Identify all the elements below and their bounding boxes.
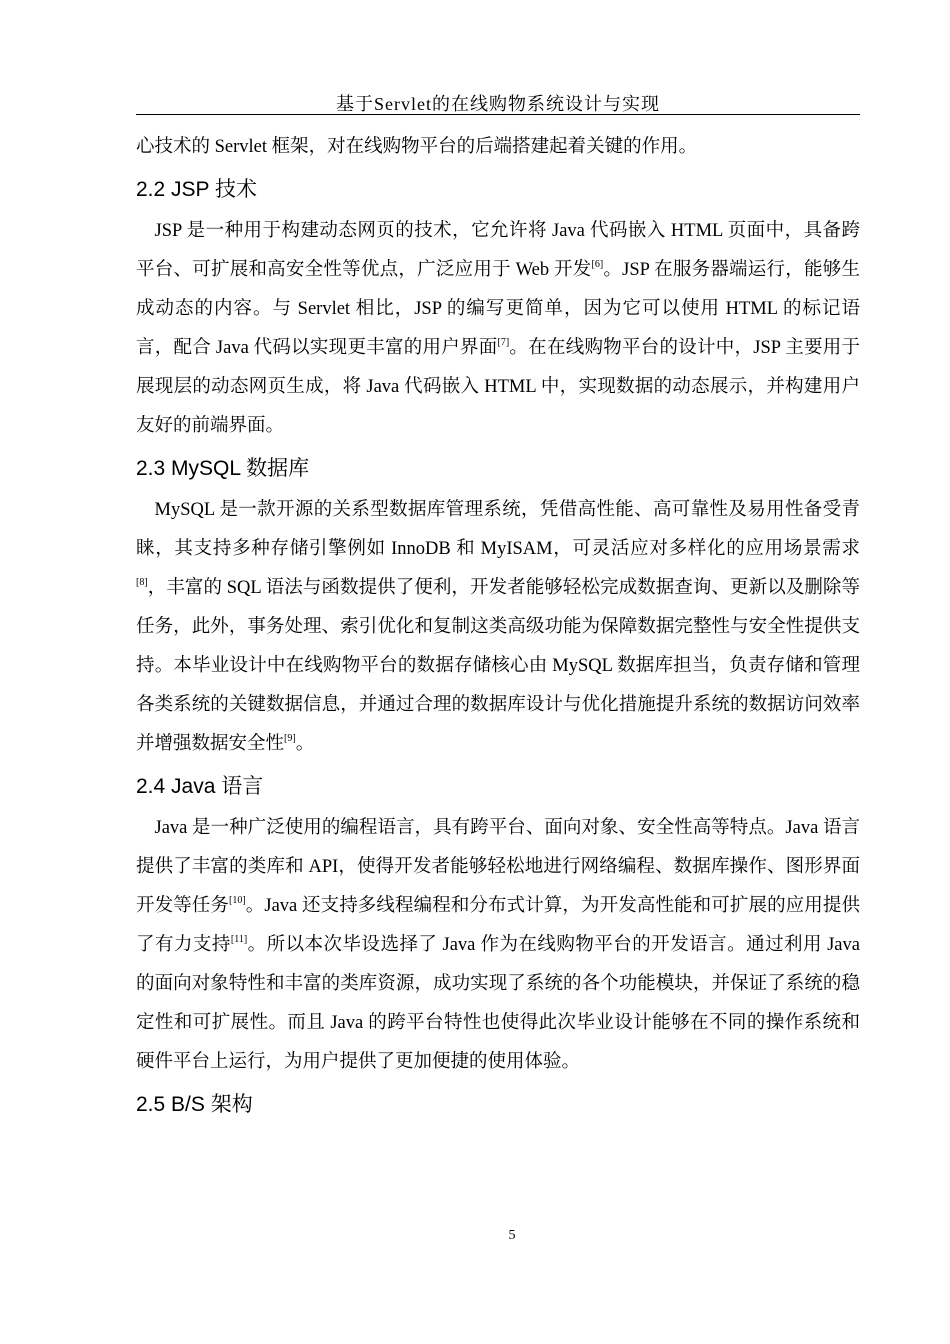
section-paragraph bbox=[136, 809, 860, 1082]
citation-ref: [10] bbox=[229, 895, 246, 906]
page-content bbox=[136, 128, 860, 1127]
section-heading: 2.4 Java 语言 bbox=[136, 775, 264, 798]
citation-ref: [9] bbox=[284, 733, 296, 744]
citation-ref: [11] bbox=[230, 934, 248, 945]
header-rule bbox=[136, 114, 860, 115]
continuation-paragraph: 心技术的 Servlet 框架，对在线购物平台的后端搭建起着关键的作用。 bbox=[136, 137, 698, 157]
section-heading: 2.3 MySQL 数据库 bbox=[136, 457, 310, 480]
page-number: 5 bbox=[508, 1228, 516, 1243]
running-header: 基于Servlet的在线购物系统设计与实现 bbox=[336, 94, 660, 114]
text-run: JSP 是一种用于构建动态网页的技术，它允许将 Java 代码嵌入 HTML 页面中，具备跨平台、可扩展和高安全性等优点，广泛应用于 Web 开发 bbox=[136, 221, 860, 280]
sections-container bbox=[136, 167, 860, 1127]
text-run: ，丰富的 SQL 语法与函数提供了便利，开发者能够轻松完成数据查询、更新以及删除等任务，此外，事务处理、索引优化和复制这类高级功能为保障数据完整性与安全性提供支持。本毕业设计中在线购物平台的数据存储核心由 MySQL 数据库担当，负责存储和管理各类系统的关键数据信息，并通过合理的数据库设计与优化措施提升系统的数据访问效率并增强数据安全性 bbox=[136, 578, 860, 754]
text-run: Java 是一种广泛使用的编程语言，具有跨平台、面向对象、安全性高等特点。Java 语言提供了丰富的类库和 API，使得开发者能够轻松地进行网络编程、数据库操作、图形界面开发等任务 bbox=[136, 818, 860, 916]
citation-ref: [8] bbox=[136, 577, 148, 588]
section-paragraph bbox=[136, 491, 860, 764]
text-run: 。在在线购物平台的设计中，JSP 主要用于展现层的动态网页生成，将 Java 代码嵌入 HTML 中，实现数据的动态展示，并构建用户友好的前端界面。 bbox=[136, 338, 861, 436]
citation-ref: [6] bbox=[591, 259, 604, 270]
citation-ref: [7] bbox=[497, 337, 510, 348]
text-run: 。Java 还支持多线程编程和分布式计算，为开发高性能和可扩展的应用提供了有力支持 bbox=[136, 896, 860, 955]
section-heading: 2.2 JSP 技术 bbox=[136, 178, 257, 201]
text-run: 。JSP 在服务器端运行，能够生成动态的内容。与 Servlet 相比，JSP 的编写更简单，因为它可以使用 HTML 的标记语言，配合 Java 代码以实现更丰富的用户界面 bbox=[136, 260, 861, 358]
text-run: MySQL 是一款开源的关系型数据库管理系统，凭借高性能、高可靠性及易用性备受青睐，其支持多种存储引擎例如 InnoDB 和 MyISAM，可灵活应对多样化的应用场景需求 bbox=[136, 500, 860, 559]
section-heading: 2.5 B/S 架构 bbox=[136, 1093, 253, 1116]
section-paragraph bbox=[136, 212, 860, 446]
text-run: 。所以本次毕设选择了 Java 作为在线购物平台的开发语言。通过利用 Java 的面向对象特性和丰富的类库资源，成功实现了系统的各个功能模块，并保证了系统的稳定性和可扩展性。而且 Java 的跨平台特性也使得此次毕业设计能够在不同的操作系统和硬件平台上运行，为用户提供了更加便捷的使用体验。 bbox=[136, 935, 860, 1072]
text-run: 。 bbox=[295, 734, 315, 754]
